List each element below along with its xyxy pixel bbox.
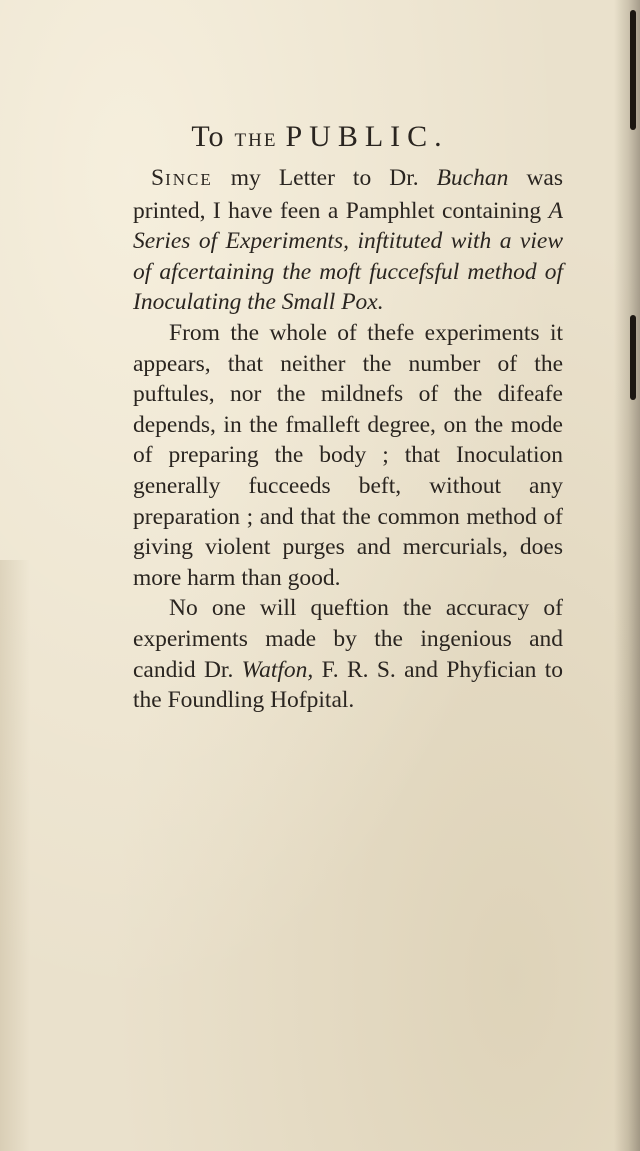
heading-to: To <box>191 120 225 153</box>
paragraph-3-text-a: No one will queftion the accuracy of experiments made by the ingenious and candid Dr. <box>133 595 563 683</box>
binding-mark-middle <box>630 315 636 400</box>
paragraph-2: From the whole of thefe experiments it appears, that neither the number of the puftules, nor the mildnefs of the difeafe depends, in the fmalleft degree, on the mode of preparing the body ; that Inoculation generally fucceeds beft, without any preparation ; and that the common method of giving violent purges and mercurials, does more harm than good. <box>133 319 563 591</box>
paragraph-1-lead <box>151 165 213 191</box>
heading-public: PUBLIC. <box>285 120 449 153</box>
body-text <box>133 163 563 716</box>
paragraph-3 <box>133 593 563 715</box>
lead-small-caps: INCE <box>165 170 213 189</box>
paragraph-1-text-b: was printed, I have feen a Pamphlet containing <box>133 165 563 224</box>
binding-gutter-shadow <box>614 0 640 1151</box>
page-edge-stain <box>0 560 30 1151</box>
heading-the: THE <box>234 130 278 151</box>
paragraph-1-text-a: my Letter to Dr. <box>212 165 437 191</box>
paragraph-3-text-b: F. R. S. and Phyfician to the Foundling Hofpital. <box>133 656 563 714</box>
page-heading <box>0 116 640 161</box>
binding-mark-top <box>630 10 636 130</box>
lead-initial: S <box>151 165 166 191</box>
paragraph-1 <box>133 163 563 318</box>
pamphlet-title: A Series of Experiments, inftituted with a view of afcertaining the moft fuccefsful method of Inoculating the Small Pox. <box>133 197 563 316</box>
name-watson: Watfon, <box>241 656 314 683</box>
name-buchan: Buchan <box>436 165 509 191</box>
